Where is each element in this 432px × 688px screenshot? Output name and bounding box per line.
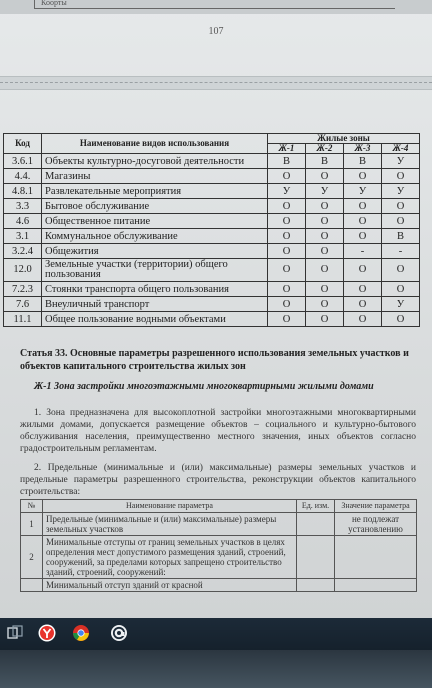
row-value: О: [268, 282, 306, 297]
table-row: [4, 282, 420, 297]
row-value: О: [306, 244, 344, 259]
row-value: О: [382, 312, 420, 327]
row-usage-name: Земельные участки (территории) общего пользования: [42, 259, 268, 282]
row-code: 4.6: [4, 214, 42, 229]
row-value: О: [344, 214, 382, 229]
monitor-bezel: [0, 650, 432, 688]
param-unit: [297, 513, 335, 536]
row-value: О: [382, 169, 420, 184]
row-code: 4.8.1: [4, 184, 42, 199]
row-value: О: [306, 199, 344, 214]
row-value: О: [306, 259, 344, 282]
param-name: Предельные (минимальные и (или) максимальные) размеры земельных участков: [43, 513, 297, 536]
row-value: О: [268, 229, 306, 244]
table-row: [4, 259, 420, 282]
row-value: О: [306, 229, 344, 244]
header-param-value: Значение параметра: [335, 500, 417, 513]
row-value: О: [382, 214, 420, 229]
row-usage-name: Общежития: [42, 244, 268, 259]
row-value: О: [382, 282, 420, 297]
row-code: 11.1: [4, 312, 42, 327]
row-value: О: [306, 297, 344, 312]
table-row: [21, 536, 417, 579]
row-value: О: [344, 229, 382, 244]
row-value: О: [268, 312, 306, 327]
row-code: 3.2.4: [4, 244, 42, 259]
paragraph-2-text: 2. Предельные (минимальные и (или) максимальные) размеры земельных участков и предельные параметры разрешенного строительства, реконструкции объектов капитального строительства:: [20, 463, 416, 497]
paragraph-1-text: 1. Зона предназначена для высокоплотной застройки многоэтажными многоквартирными жилыми домами, допускается размещение объектов – социального и культурно-бытового обслуживания населения, преимущественно местного значения, иных объектов согласно градостроительным регламентам.: [20, 408, 416, 454]
row-value: О: [268, 244, 306, 259]
at-sign-icon[interactable]: [110, 624, 128, 642]
header-zone-zh2: Ж-2: [306, 144, 344, 154]
header-residential-zones: Жилые зоны: [268, 134, 420, 144]
header-num: №: [21, 500, 43, 513]
row-usage-name: Объекты культурно-досуговой деятельности: [42, 154, 268, 169]
param-value: [335, 536, 417, 579]
table-row: [4, 154, 420, 169]
paragraph-2: [20, 462, 416, 498]
row-value: О: [344, 199, 382, 214]
row-value: В: [382, 229, 420, 244]
row-code: 7.2.3: [4, 282, 42, 297]
header-zone-zh3: Ж-3: [344, 144, 382, 154]
row-value: О: [382, 199, 420, 214]
row-value: О: [344, 312, 382, 327]
previous-page-fragment: [0, 0, 432, 14]
row-value: У: [306, 184, 344, 199]
header-usage-name: Наименование видов использования: [42, 134, 268, 154]
row-value: О: [268, 199, 306, 214]
row-usage-name: Магазины: [42, 169, 268, 184]
param-value: не подлежат установлению: [335, 513, 417, 536]
header-param-name: Наименование параметра: [43, 500, 297, 513]
page-break: [0, 76, 432, 90]
row-value: О: [344, 169, 382, 184]
row-value: О: [268, 259, 306, 282]
row-value: В: [268, 154, 306, 169]
param-num: 1: [21, 513, 43, 536]
row-value: -: [382, 244, 420, 259]
paragraph-1: [20, 407, 416, 455]
row-code: 3.6.1: [4, 154, 42, 169]
row-value: О: [344, 282, 382, 297]
table-row: [4, 169, 420, 184]
header-code: Код: [4, 134, 42, 154]
taskbar: [0, 618, 432, 650]
chrome-icon[interactable]: [72, 624, 90, 642]
table-row: [4, 184, 420, 199]
header-zone-zh1: Ж-1: [268, 144, 306, 154]
table-row: [21, 579, 417, 592]
row-usage-name: Внеуличный транспорт: [42, 297, 268, 312]
row-value: У: [382, 154, 420, 169]
row-value: -: [344, 244, 382, 259]
row-value: У: [382, 184, 420, 199]
article-title: Статья 33. Основные параметры разрешенного использования земельных участков и объектов капитального строительства жилых зон: [20, 348, 409, 372]
zone-title: [20, 380, 420, 393]
table-row: [4, 244, 420, 259]
table-row: [4, 199, 420, 214]
header-unit: Ед. изм.: [297, 500, 335, 513]
row-value: О: [268, 214, 306, 229]
table-row: [4, 297, 420, 312]
row-value: О: [306, 169, 344, 184]
previous-page-table-edge: [34, 0, 395, 9]
row-usage-name: Общественное питание: [42, 214, 268, 229]
param-name: Минимальные отступы от границ земельных участков в целях определения мест допустимого размещения зданий, строений, сооружений, за пределами которых запрещено строительство зданий, строений, сооружений:: [43, 536, 297, 579]
zone-title-text: Ж-1 Зона застройки многоэтажными многоквартирными жилыми домами: [34, 381, 374, 392]
header-zone-zh4: Ж-4: [382, 144, 420, 154]
table-row: [4, 214, 420, 229]
row-code: 4.4.: [4, 169, 42, 184]
previous-page-text: Коорты: [41, 0, 67, 7]
row-usage-name: Стоянки транспорта общего пользования: [42, 282, 268, 297]
row-value: О: [344, 259, 382, 282]
table-row: [21, 513, 417, 536]
table-row: [4, 312, 420, 327]
param-name-cut-off: Минимальный отступ зданий от красной: [43, 579, 297, 592]
row-value: У: [268, 184, 306, 199]
row-usage-name: Развлекательные мероприятия: [42, 184, 268, 199]
row-value: О: [268, 297, 306, 312]
parameters-table: [20, 499, 417, 592]
row-value: О: [382, 259, 420, 282]
zones-usage-table: [3, 133, 420, 327]
row-code: 12.0: [4, 259, 42, 282]
row-value: В: [306, 154, 344, 169]
task-view-icon[interactable]: [6, 624, 24, 642]
param-unit: [297, 536, 335, 579]
yandex-browser-icon[interactable]: [38, 624, 56, 642]
page-number: 107: [208, 26, 224, 37]
row-value: О: [306, 312, 344, 327]
row-value: О: [268, 169, 306, 184]
row-value: У: [344, 184, 382, 199]
row-value: О: [344, 297, 382, 312]
row-value: О: [306, 282, 344, 297]
row-code: 3.1: [4, 229, 42, 244]
table-row: [4, 229, 420, 244]
row-value: У: [382, 297, 420, 312]
row-usage-name: Бытовое обслуживание: [42, 199, 268, 214]
row-code: 7.6: [4, 297, 42, 312]
row-value: В: [344, 154, 382, 169]
param-num: 2: [21, 536, 43, 579]
row-usage-name: Коммунальное обслуживание: [42, 229, 268, 244]
row-value: О: [306, 214, 344, 229]
row-usage-name: Общее пользование водными объектами: [42, 312, 268, 327]
row-code: 3.3: [4, 199, 42, 214]
